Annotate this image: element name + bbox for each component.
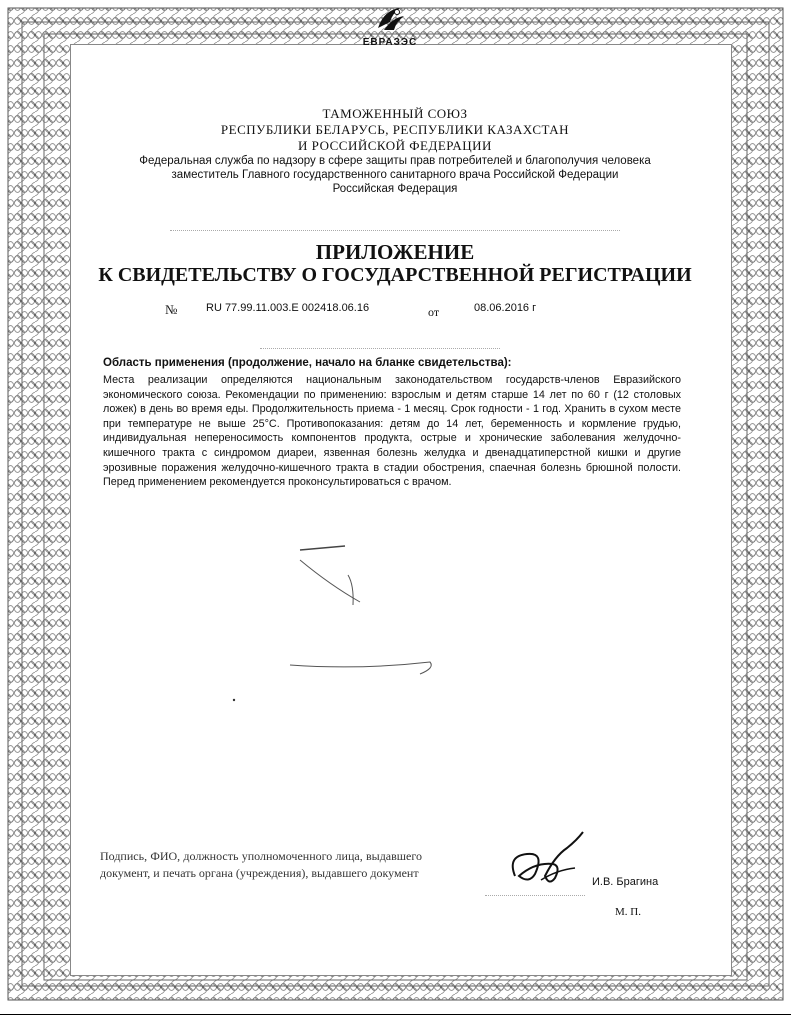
divider bbox=[170, 230, 620, 231]
customs-union-line: ТАМОЖЕННЫЙ СОЮЗ bbox=[322, 106, 468, 121]
document-subtitle: К СВИДЕТЕЛЬСТВУ О ГОСУДАРСТВЕННОЙ РЕГИСТРАЦИИ bbox=[98, 264, 692, 286]
page-edge-line bbox=[0, 1014, 791, 1015]
agency-line-1: Федеральная служба по надзору в сфере защиты прав потребителей и благополучия человека bbox=[139, 155, 651, 167]
registration-number: RU 77.99.11.003.Е 002418.06.16 bbox=[206, 302, 370, 314]
signature-note: Подпись, ФИО, должность уполномоченного лица, выдавшего документ, и печать органа (учреждения), выдавшего документ bbox=[100, 849, 422, 880]
agency-line-3: Российская Федерация bbox=[332, 183, 458, 195]
signer-name: И.В. Брагина bbox=[592, 876, 659, 888]
eurasec-emblem-icon bbox=[370, 4, 410, 34]
document-title: ПРИЛОЖЕНИЕ bbox=[315, 240, 475, 264]
date-label: от bbox=[428, 305, 440, 319]
issuer-header bbox=[90, 106, 700, 196]
registration-date: 08.06.2016 г bbox=[474, 302, 537, 314]
divider bbox=[260, 348, 500, 349]
section-heading: Область применения (продолжение, начало на бланке свидетельства): bbox=[103, 357, 512, 369]
stamp-place: М. П. bbox=[615, 906, 641, 918]
russian-federation-line: И РОССИЙСКОЙ ФЕДЕРАЦИИ bbox=[298, 138, 492, 153]
pen-mark bbox=[230, 540, 450, 710]
signature-line bbox=[485, 895, 585, 896]
signature-image bbox=[505, 826, 595, 896]
agency-line-2: заместитель Главного государственного санитарного врача Российской Федерации bbox=[171, 169, 619, 181]
section-body-text: Места реализации определяются национальным законодательством государств-членов Евразийского экономического союза. Рекомендации по применению: взрослым и детям старше 14 лет по 60 г (12 столовых ложек) в день во время еды. Продолжительность приема - 1 месяц. Срок годности - 1 год. Хранить в сухом месте при температуре не выше 25°С. Противопоказания: детям до 14 лет, беременность и кормление грудью, индивидуальная непереносимость компонентов продукта, острые и хронические заболевания желудочно-кишечного тракта с синдромом диареи, язвенная болезнь желудка и двенадцатиперстной кишки и другие эрозивные поражения желудочно-кишечного тракта в стадии обострения, спаечная болезнь брюшной полости. Перед применением рекомендуется проконсультироваться с врачом. bbox=[103, 374, 681, 489]
logo-text: ЕВРАЗЭС bbox=[362, 37, 418, 48]
number-label: № bbox=[165, 302, 178, 317]
republics-line: РЕСПУБЛИКИ БЕЛАРУСЬ, РЕСПУБЛИКИ КАЗАХСТАН bbox=[220, 122, 570, 137]
eurasec-logo bbox=[340, 4, 440, 48]
